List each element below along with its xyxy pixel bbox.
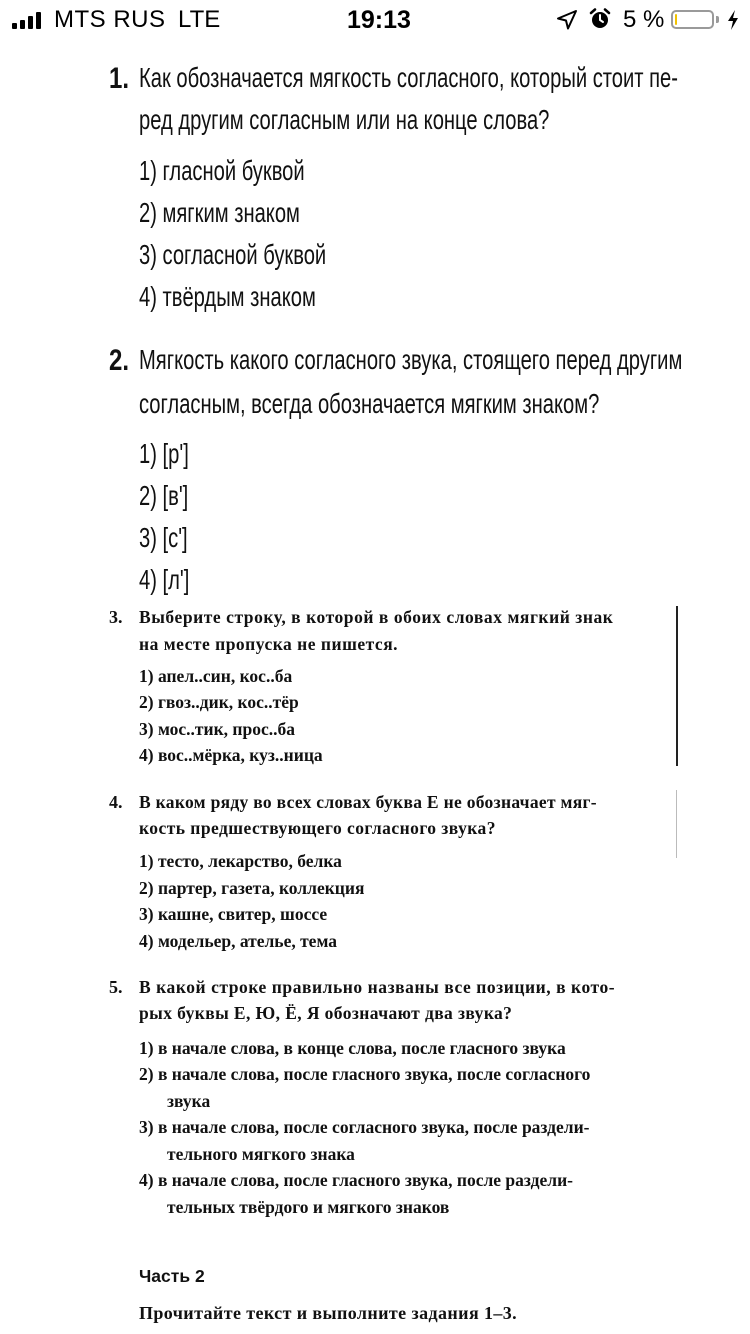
question-number: 5.: [109, 977, 123, 997]
location-arrow-icon: [556, 9, 578, 31]
answer-option: 3) мос..тик, прос..ба: [139, 719, 296, 739]
answer-option-continuation: тельного мягкого знака: [167, 1144, 355, 1164]
signal-strength-icon: [12, 11, 41, 29]
answer-option: 2) мягким знаком: [139, 197, 300, 228]
question-text-line: В каком ряду во всех словах буква Е не обозначает мяг-: [139, 792, 597, 812]
answer-option: 2) [в']: [139, 480, 189, 511]
battery-level-fill: [675, 14, 677, 25]
page-margin-line: [676, 606, 678, 766]
battery-percent: 5 %: [623, 6, 665, 33]
answer-option: 3) в начале слова, после согласного звука, после раздели-: [139, 1117, 590, 1137]
answer-option: 3) [с']: [139, 522, 188, 553]
part-2-instruction: Прочитайте текст и выполните задания 1–3.: [139, 1303, 518, 1323]
answer-option: 1) в начале слова, в конце слова, после гласного звука: [139, 1038, 566, 1058]
alarm-clock-icon: [589, 8, 611, 30]
answer-option: 1) апел..син, кос..ба: [139, 666, 293, 686]
battery-cap: [716, 16, 719, 23]
answer-option: 4) модельер, ателье, тема: [139, 931, 337, 951]
part-2-heading: Часть 2: [139, 1266, 205, 1286]
answer-option: 1) [р']: [139, 438, 189, 469]
question-text-line: на месте пропуска не пишется.: [139, 634, 399, 654]
status-time: 19:13: [347, 6, 411, 34]
question-text-line: кость предшествующего согласного звука?: [139, 818, 496, 838]
answer-option: 1) тесто, лекарство, белка: [139, 851, 342, 871]
status-bar: [0, 0, 750, 40]
question-number: 2.: [109, 344, 130, 377]
answer-option: 2) партер, газета, коллекция: [139, 878, 365, 898]
answer-option: 3) согласной буквой: [139, 239, 327, 270]
charging-bolt-icon: [726, 9, 740, 31]
battery-icon: [671, 10, 714, 29]
question-text-line: Мягкость какого согласного звука, стоящего перед другим: [139, 344, 683, 375]
question-text-line: ред другим согласным или на конце слова?: [139, 104, 550, 135]
answer-option: 4) твёрдым знаком: [139, 281, 316, 312]
question-text-line: В какой строке правильно названы все позиции, в кото-: [139, 977, 616, 997]
question-text-line: Выберите строку, в которой в обоих словах мягкий знак: [139, 607, 614, 627]
answer-option: 4) вос..мёрка, куз..ница: [139, 745, 323, 765]
carrier-name: MTS RUS: [54, 6, 166, 33]
answer-option-continuation: тельных твёрдого и мягкого знаков: [167, 1197, 450, 1217]
answer-option: 2) гвоз..дик, кос..тёр: [139, 692, 299, 712]
answer-option: 3) кашне, свитер, шоссе: [139, 904, 328, 924]
answer-option: 1) гласной буквой: [139, 155, 305, 186]
question-text-line: согласным, всегда обозначается мягким знаком?: [139, 388, 600, 419]
answer-option-continuation: звука: [167, 1091, 211, 1111]
network-type: LTE: [178, 6, 221, 33]
question-text-line: Как обозначается мягкость согласного, который стоит пе-: [139, 62, 678, 93]
question-number: 1.: [109, 62, 130, 95]
question-text-line: рых буквы Е, Ю, Ё, Я обозначают два звука?: [139, 1003, 513, 1023]
answer-option: 4) [л']: [139, 564, 190, 595]
answer-option: 2) в начале слова, после гласного звука, после согласного: [139, 1064, 591, 1084]
answer-option: 4) в начале слова, после гласного звука, после раздели-: [139, 1170, 573, 1190]
question-number: 4.: [109, 792, 123, 812]
question-number: 3.: [109, 607, 123, 627]
page-margin-line: [676, 790, 677, 858]
